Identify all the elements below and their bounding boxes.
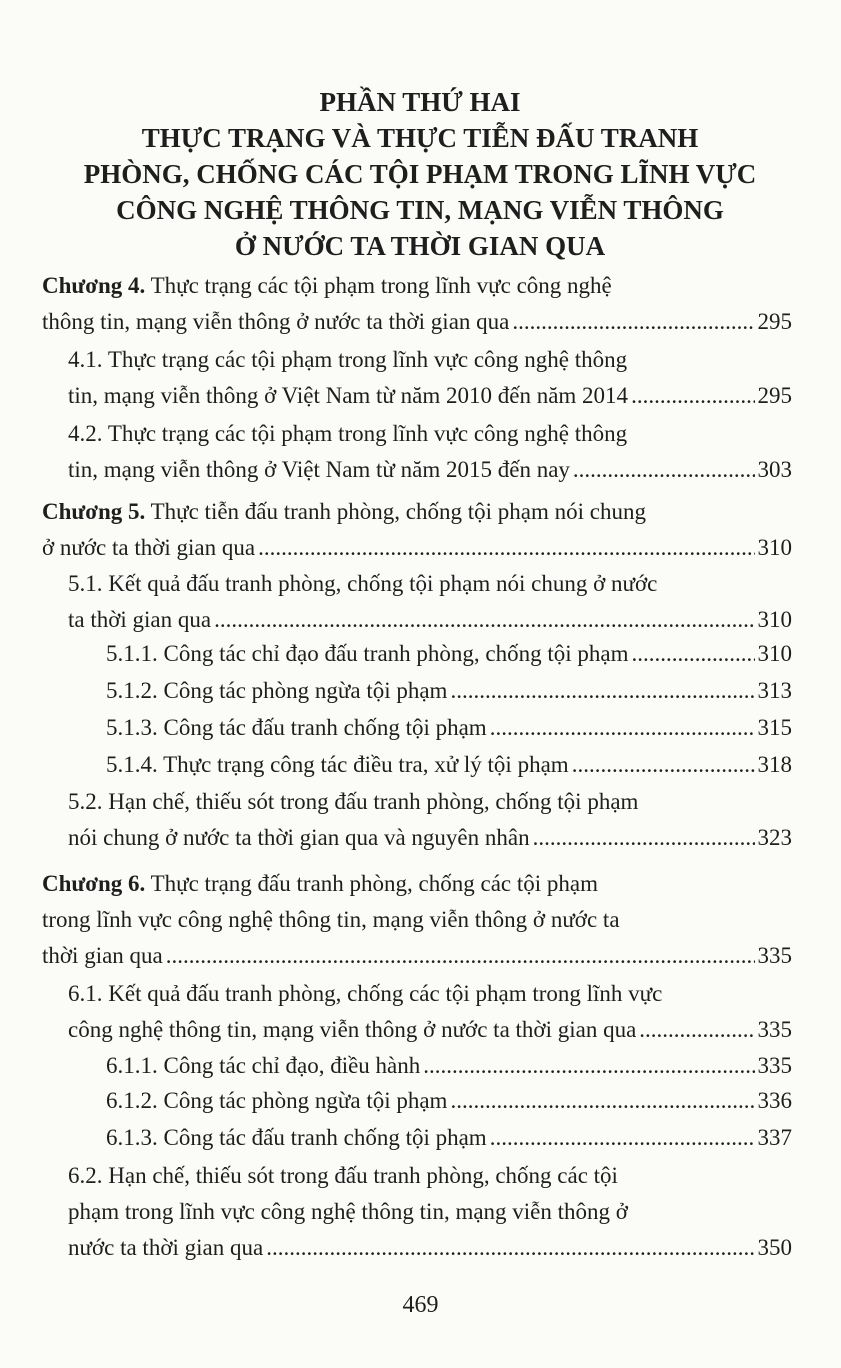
- part-subtitle-line-3: CÔNG NGHỆ THÔNG TIN, MẠNG VIỄN THÔNG: [116, 195, 724, 225]
- toc-section-4-2: [68, 416, 792, 488]
- toc-section-6-1: [68, 976, 792, 1048]
- leader-dots: [450, 1083, 754, 1119]
- section-title-cont: nước ta thời gian qua: [68, 1235, 264, 1260]
- page-ref: 295: [757, 309, 792, 334]
- chapter-title-cont: thông tin, mạng viễn thông ở nước ta thời gian qua: [42, 309, 510, 334]
- toc-section-6-2: [68, 1158, 792, 1266]
- page-ref: 310: [757, 641, 792, 666]
- page-ref: 313: [757, 678, 792, 703]
- subsection-title: 6.1.1. Công tác chỉ đạo, điều hành: [106, 1053, 421, 1078]
- toc-chapter-4: [42, 268, 792, 340]
- section-title: 5.1. Kết quả đấu tranh phòng, chống tội phạm nói chung ở nước: [68, 571, 658, 596]
- part-subtitle-line-2: PHÒNG, CHỐNG CÁC TỘI PHẠM TRONG LĨNH VỰC: [83, 159, 757, 189]
- chapter-title-cont: thời gian qua: [42, 943, 163, 968]
- leader-dots: [572, 747, 755, 783]
- page-number: 469: [402, 1292, 439, 1318]
- toc-subsection-6-1-1: [106, 1048, 792, 1084]
- section-title-cont: công nghệ thông tin, mạng viễn thông ở nước ta thời gian qua: [68, 1017, 637, 1042]
- toc-subsection-6-1-3: [106, 1120, 792, 1156]
- subsection-title: 5.1.4. Thực trạng công tác điều tra, xử lý tội phạm: [106, 752, 569, 777]
- page-ref: 336: [757, 1088, 792, 1113]
- page-ref: 337: [757, 1125, 792, 1150]
- section-title-cont: ta thời gian qua: [68, 607, 212, 632]
- section-title-cont: phạm trong lĩnh vực công nghệ thông tin, mạng viễn thông ở: [68, 1199, 628, 1224]
- part-heading: [60, 84, 780, 264]
- toc-line: [42, 268, 792, 304]
- page-ref: 323: [757, 825, 792, 850]
- section-title-cont: tin, mạng viễn thông ở Việt Nam từ năm 2015 đến nay: [68, 457, 570, 482]
- section-title: 4.1. Thực trạng các tội phạm trong lĩnh vực công nghệ thông: [68, 347, 628, 372]
- leader-dots: [639, 1012, 754, 1048]
- leader-dots: [450, 673, 754, 709]
- subsection-title: 5.1.2. Công tác phòng ngừa tội phạm: [106, 678, 448, 703]
- chapter-label: Chương 5.: [42, 499, 146, 524]
- page-ref: 310: [757, 535, 792, 560]
- section-title: 5.2. Hạn chế, thiếu sót trong đấu tranh phòng, chống tội phạm: [68, 789, 639, 814]
- chapter-label: Chương 4.: [42, 273, 146, 298]
- toc-section-5-1: [68, 566, 792, 638]
- toc-subsection-5-1-4: [106, 747, 792, 783]
- page-ref: 295: [757, 383, 792, 408]
- leader-dots: [266, 1230, 754, 1266]
- page-ref: 350: [757, 1235, 792, 1260]
- section-title: 6.1. Kết quả đấu tranh phòng, chống các tội phạm trong lĩnh vực: [68, 981, 663, 1006]
- subsection-title: 5.1.3. Công tác đấu tranh chống tội phạm: [106, 715, 487, 740]
- chapter-title: Thực trạng các tội phạm trong lĩnh vực công nghệ: [150, 273, 612, 298]
- chapter-title-cont: ở nước ta thời gian qua: [42, 535, 256, 560]
- page-ref: 310: [757, 607, 792, 632]
- section-title-cont: nói chung ở nước ta thời gian qua và nguyên nhân: [68, 825, 530, 850]
- chapter-title-cont: trong lĩnh vực công nghệ thông tin, mạng viễn thông ở nước ta: [42, 907, 620, 932]
- toc-chapter-6: [42, 866, 792, 974]
- subsection-title: 6.1.2. Công tác phòng ngừa tội phạm: [106, 1088, 448, 1113]
- toc-section-5-2: [68, 784, 792, 856]
- part-subtitle-line-4: Ở NƯỚC TA THỜI GIAN QUA: [234, 231, 606, 261]
- leader-dots: [214, 602, 754, 638]
- leader-dots: [258, 530, 754, 566]
- toc-line: [42, 304, 792, 340]
- toc-section-4-1: [68, 342, 792, 414]
- subsection-title: 5.1.1. Công tác chỉ đạo đấu tranh phòng, chống tội phạm: [106, 641, 629, 666]
- subsection-title: 6.1.3. Công tác đấu tranh chống tội phạm: [106, 1125, 487, 1150]
- part-subtitle-line-1: THỰC TRẠNG VÀ THỰC TIỄN ĐẤU TRANH: [141, 123, 699, 153]
- leader-dots: [423, 1048, 754, 1084]
- leader-dots: [166, 938, 755, 974]
- section-title-cont: tin, mạng viễn thông ở Việt Nam từ năm 2010 đến năm 2014: [68, 383, 629, 408]
- toc-subsection-5-1-1: [106, 636, 792, 672]
- leader-dots: [632, 636, 755, 672]
- toc-chapter-5: [42, 494, 792, 566]
- toc-subsection-5-1-2: [106, 673, 792, 709]
- leader-dots: [631, 378, 754, 414]
- toc-subsection-6-1-2: [106, 1083, 792, 1119]
- leader-dots: [490, 710, 755, 746]
- page-ref: 335: [757, 943, 792, 968]
- leader-dots: [533, 820, 755, 856]
- chapter-title: Thực tiễn đấu tranh phòng, chống tội phạm nói chung: [150, 499, 646, 524]
- leader-dots: [573, 452, 755, 488]
- toc-subsection-5-1-3: [106, 710, 792, 746]
- leader-dots: [490, 1120, 755, 1156]
- page-ref: 335: [757, 1017, 792, 1042]
- section-title: 4.2. Thực trạng các tội phạm trong lĩnh vực công nghệ thông: [68, 421, 628, 446]
- part-title: PHẦN THỨ HAI: [319, 87, 521, 117]
- page-ref: 303: [757, 457, 792, 482]
- page-ref: 335: [757, 1053, 792, 1078]
- section-title: 6.2. Hạn chế, thiếu sót trong đấu tranh phòng, chống các tội: [68, 1163, 618, 1188]
- leader-dots: [512, 304, 754, 340]
- page-ref: 318: [757, 752, 792, 777]
- chapter-title: Thực trạng đấu tranh phòng, chống các tội phạm: [150, 871, 598, 896]
- chapter-label: Chương 6.: [42, 871, 146, 896]
- page-ref: 315: [757, 715, 792, 740]
